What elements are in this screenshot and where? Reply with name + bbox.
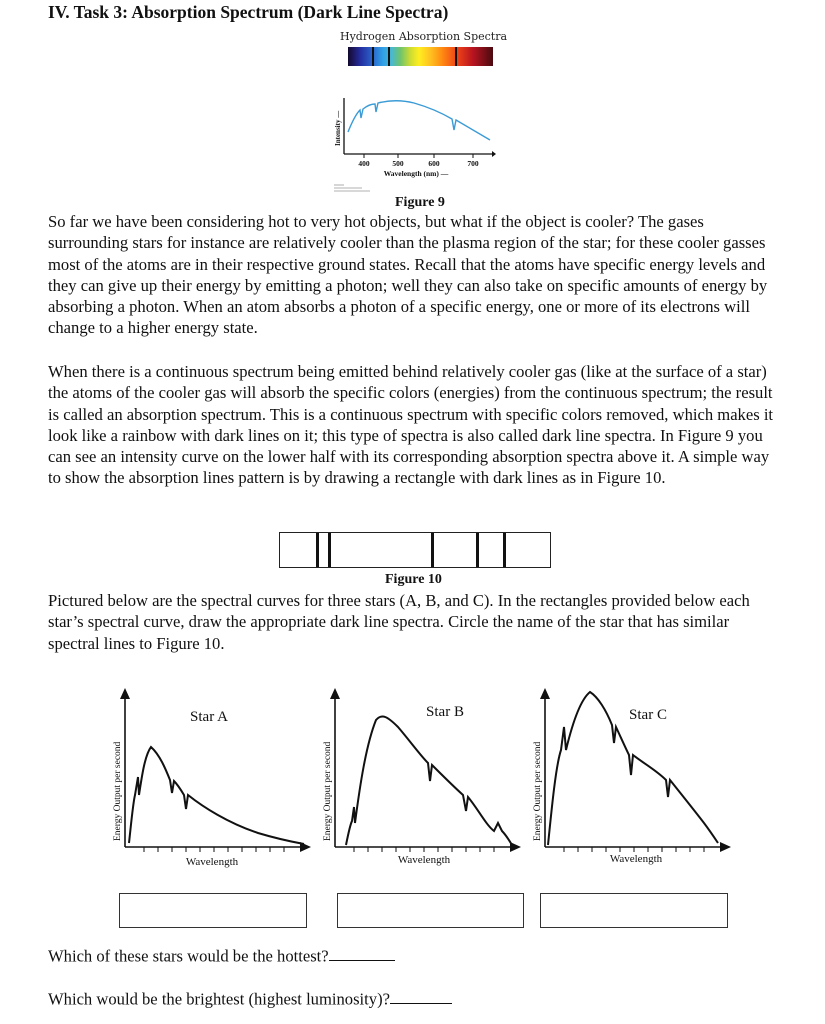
x-tick-label: 600 bbox=[428, 159, 440, 168]
figure9-title: Hydrogen Absorption Spectra bbox=[340, 30, 508, 43]
paragraph-absorption: When there is a continuous spectrum being emitted behind relatively cooler gas (like at the surface of a star) the atoms of the cooler gas will absorb the specific colors (energies) from the continuous spectrum; the result is called an absorption spectrum. This is a continuous spectrum with specific colors removed, which makes it look like a rainbow with dark lines on it; this type of spectra is also called dark line spectra. In Figure 9 you can see an intensity curve on the lower half with its corresponding absorption spectra above it. A simple way to show the absorption lines pattern is by drawing a rectangle with dark lines as in Figure 10. bbox=[48, 362, 774, 488]
star-b-energy-curve bbox=[346, 716, 512, 845]
dark-line bbox=[476, 533, 479, 567]
star-a-spectral-curve bbox=[108, 685, 313, 870]
x-axis-arrow bbox=[492, 151, 496, 157]
star-b-spectral-curve bbox=[318, 685, 523, 870]
figure-credit-fineprint bbox=[334, 183, 374, 195]
question-hottest-text: Which of these stars would be the hottest? bbox=[48, 946, 329, 966]
absorption-spectrum-bar bbox=[348, 47, 493, 66]
x-axis-label: Wavelength bbox=[397, 854, 451, 866]
y-axis-label: Energy Output per second bbox=[113, 741, 123, 841]
star-b-label: Star B bbox=[426, 704, 464, 720]
star-a-label: Star A bbox=[190, 709, 228, 725]
figure10-dark-line-box bbox=[279, 532, 551, 568]
star-a-answer-box[interactable] bbox=[119, 893, 307, 928]
question-hottest bbox=[48, 942, 395, 966]
question-brightest bbox=[48, 985, 452, 1009]
x-axis-label: Wavelength (nm) — bbox=[383, 169, 449, 178]
dark-line bbox=[316, 533, 319, 567]
hottest-answer-blank[interactable] bbox=[329, 942, 395, 961]
figure10-caption: Figure 10 bbox=[385, 572, 442, 587]
y-axis-arrow bbox=[120, 688, 130, 699]
star-c-label: Star C bbox=[629, 707, 667, 723]
dark-line bbox=[328, 533, 331, 567]
star-b-answer-box[interactable] bbox=[337, 893, 524, 928]
x-tick-label: 500 bbox=[392, 159, 404, 168]
figure9-caption: Figure 9 bbox=[395, 195, 445, 210]
intensity-curve-chart bbox=[334, 92, 496, 182]
absorption-line bbox=[388, 47, 390, 66]
dark-line bbox=[431, 533, 434, 567]
x-axis-label: Wavelength bbox=[609, 853, 663, 865]
y-axis-label: Intensity — bbox=[334, 110, 342, 146]
absorption-line bbox=[455, 47, 457, 66]
star-c-spectral-curve bbox=[528, 685, 733, 870]
x-axis-label: Wavelength bbox=[185, 856, 239, 868]
x-tick-label: 700 bbox=[467, 159, 479, 168]
y-axis-arrow bbox=[540, 688, 550, 699]
star-a-energy-curve bbox=[129, 747, 304, 844]
dark-line bbox=[503, 533, 506, 567]
star-c-answer-box[interactable] bbox=[540, 893, 728, 928]
paragraph-intro: So far we have been considering hot to very hot objects, but what if the object is cooler? The gases surrounding stars for instance are relatively cooler than the plasma region of the star; for these cooler gasses most of the atoms are in their respective ground states. Recall that the atoms have specific energy levels and they can give up their energy by emitting a photon; well they can also take on specific amounts of energy by absorbing a photon. When an atom absorbs a photon of a specific energy, one or more of its electrons will change to a higher energy state. bbox=[48, 212, 768, 338]
y-axis-label: Energy Output per second bbox=[533, 741, 543, 841]
section-heading: IV. Task 3: Absorption Spectrum (Dark Line Spectra) bbox=[48, 2, 449, 22]
absorption-line bbox=[372, 47, 374, 66]
y-axis-arrow bbox=[330, 688, 340, 699]
y-axis-label: Energy Output per second bbox=[323, 741, 333, 841]
question-brightest-text: Which would be the brightest (highest luminosity)? bbox=[48, 989, 390, 1009]
x-axis-arrow bbox=[720, 842, 731, 852]
intensity-curve bbox=[348, 101, 490, 140]
x-tick-label: 400 bbox=[358, 159, 370, 168]
brightest-answer-blank[interactable] bbox=[390, 985, 452, 1004]
paragraph-instructions: Pictured below are the spectral curves for three stars (A, B, and C). In the rectangles provided below each star’s spectral curve, draw the appropriate dark line spectra. Circle the name of the star that has similar spectral lines to Figure 10. bbox=[48, 591, 750, 653]
